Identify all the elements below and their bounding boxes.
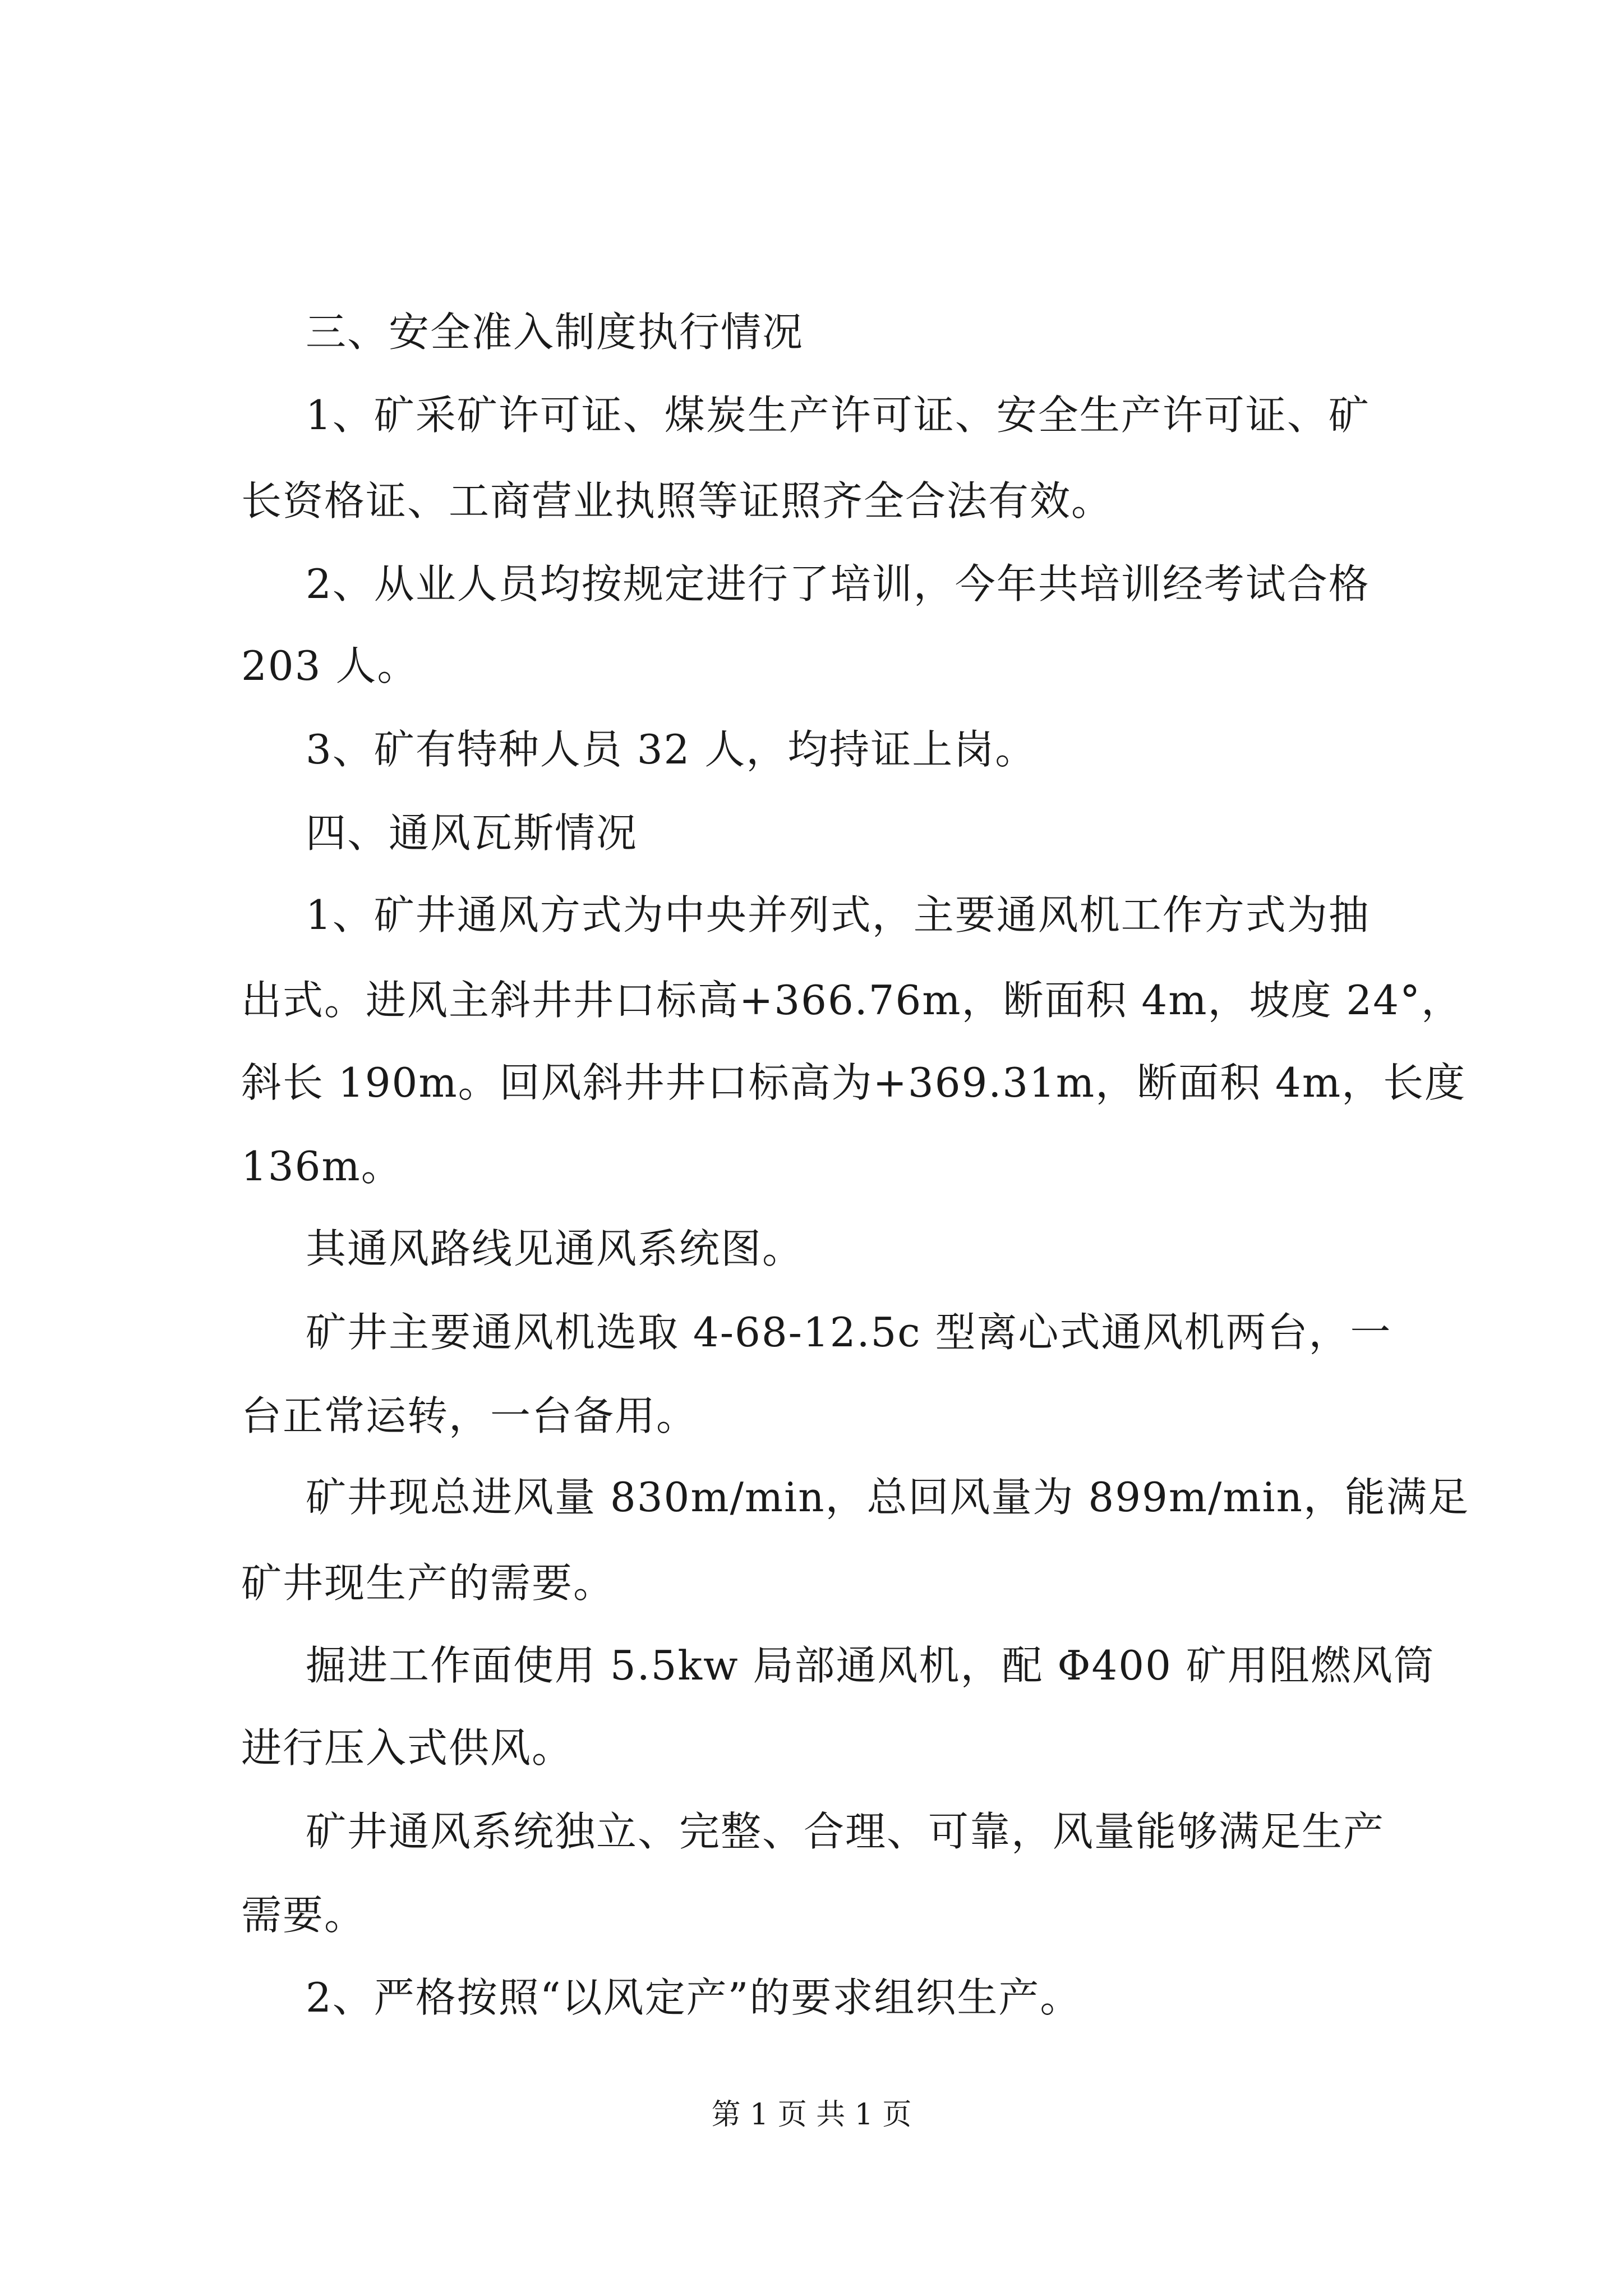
text-line: 需要。 xyxy=(241,1892,366,1939)
text-line: 台正常运转，一台备用。 xyxy=(241,1392,698,1439)
text-line: 3、矿有特种人员 32 人，均持证上岗。 xyxy=(306,726,1037,773)
text-line: 斜长 190m。回风斜井井口标高为+369.31m，断面积 4m，长度 xyxy=(241,1059,1467,1106)
page-number-footer: 第 1 页 共 1 页 xyxy=(711,2098,912,2132)
text-line: 1、矿采矿许可证、煤炭生产许可证、安全生产许可证、矿 xyxy=(306,392,1370,439)
text-line: 掘进工作面使用 5.5kw 局部通风机，配 Φ400 矿用阻燃风筒 xyxy=(306,1642,1435,1689)
text-line: 1、矿井通风方式为中央并列式，主要通风机工作方式为抽 xyxy=(306,891,1370,938)
text-line: 长资格证、工商营业执照等证照齐全合法有效。 xyxy=(241,477,1113,524)
text-line: 矿井现生产的需要。 xyxy=(241,1559,615,1607)
text-line: 矿井主要通风机选取 4-68-12.5c 型离心式通风机两台，一 xyxy=(306,1309,1392,1356)
text-line: 四、通风瓦斯情况 xyxy=(306,809,638,857)
text-line: 进行压入式供风。 xyxy=(241,1724,574,1772)
text-line: 三、安全准入制度执行情况 xyxy=(306,309,804,356)
text-line: 203 人。 xyxy=(241,642,419,689)
text-line: 136m。 xyxy=(241,1143,403,1190)
text-line: 其通风路线见通风系统图。 xyxy=(306,1225,804,1272)
text-line: 2、严格按照“以风定产”的要求组织生产。 xyxy=(306,1974,1082,2021)
text-line: 2、从业人员均按规定进行了培训，今年共培训经考试合格 xyxy=(306,560,1370,608)
text-line: 矿井通风系统独立、完整、合理、可靠，风量能够满足生产 xyxy=(306,1808,1385,1855)
text-line: 出式。进风主斜井井口标高+366.76m，断面积 4m，坡度 24°， xyxy=(241,977,1463,1024)
text-line: 矿井现总进风量 830m/min，总回风量为 899m/min，能满足 xyxy=(306,1474,1470,1521)
